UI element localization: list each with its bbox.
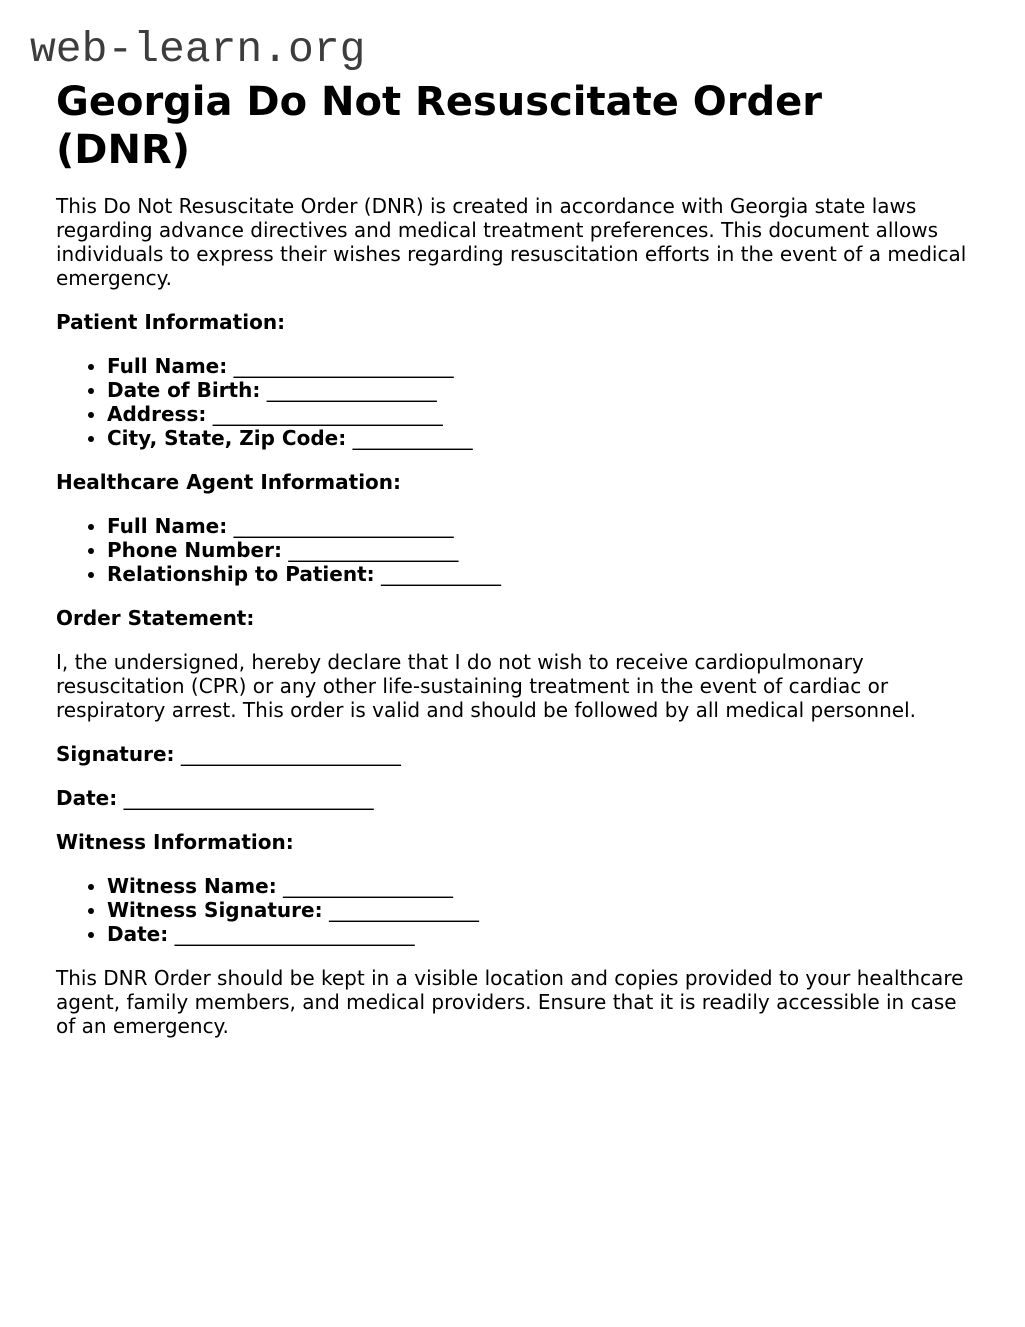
field-witness-signature [107,898,975,922]
order-statement-paragraph: I, the undersigned, hereby declare that I do not wish to receive cardiopulmonary resuscitation (CPR) or any other life-sustaining treatment in the event of cardiac or respiratory arrest. This order is valid and should be followed by all medical personnel. [56,650,916,722]
page-title: Georgia Do Not Resuscitate Order (DNR) [56,79,822,173]
patient-fields-list [56,354,975,450]
field-label: Full Name: [107,354,228,378]
field-address [107,402,975,426]
blank-line: ____________ [381,562,502,586]
site-logo: web-learn.org [30,25,366,74]
field-label: Relationship to Patient: [107,562,375,586]
field-relationship-to-patient [107,562,975,586]
blank-line: ______________________ [180,742,401,766]
field-label: Phone Number: [107,538,282,562]
section-heading-patient: Patient Information: [56,310,286,334]
field-label: Date of Birth: [107,378,261,402]
field-city-state-zip [107,426,975,450]
blank-line: _______________________ [212,402,443,426]
blank-line: _______________ [328,898,479,922]
field-label: Full Name: [107,514,228,538]
field-full-name [107,354,975,378]
witness-fields-list [56,874,975,946]
blank-line: ________________________ [174,922,415,946]
blank-line: _________________ [288,538,459,562]
field-label: Address: [107,402,207,426]
blank-line: _________________ [266,378,437,402]
blank-line: _________________ [283,874,454,898]
blank-line: ____________ [352,426,473,450]
agent-fields-list [56,514,975,586]
section-heading-agent: Healthcare Agent Information: [56,470,402,494]
field-agent-full-name [107,514,975,538]
signature-line [56,742,975,766]
field-date-of-birth [107,378,975,402]
field-label: Date: [107,922,169,946]
field-witness-date [107,922,975,946]
blank-line: _________________________ [123,786,374,810]
intro-paragraph: This Do Not Resuscitate Order (DNR) is created in accordance with Georgia state laws regarding advance directives and medical treatment preferences. This document allows individuals to express their wishes regarding resuscitation efforts in the event of a medical emergency. [56,194,967,290]
field-phone-number [107,538,975,562]
field-witness-name [107,874,975,898]
field-label: Witness Signature: [107,898,323,922]
field-label: City, State, Zip Code: [107,426,347,450]
field-label: Signature: [56,742,175,766]
blank-line: ______________________ [233,354,454,378]
footer-note-paragraph: This DNR Order should be kept in a visible location and copies provided to your healthcare agent, family members, and medical providers. Ensure that it is readily accessible in case of an emergency. [56,966,964,1038]
blank-line: ______________________ [233,514,454,538]
field-label: Witness Name: [107,874,277,898]
field-label: Date: [56,786,118,810]
date-line [56,786,975,810]
section-heading-witness: Witness Information: [56,830,294,854]
section-heading-order-statement: Order Statement: [56,606,255,630]
